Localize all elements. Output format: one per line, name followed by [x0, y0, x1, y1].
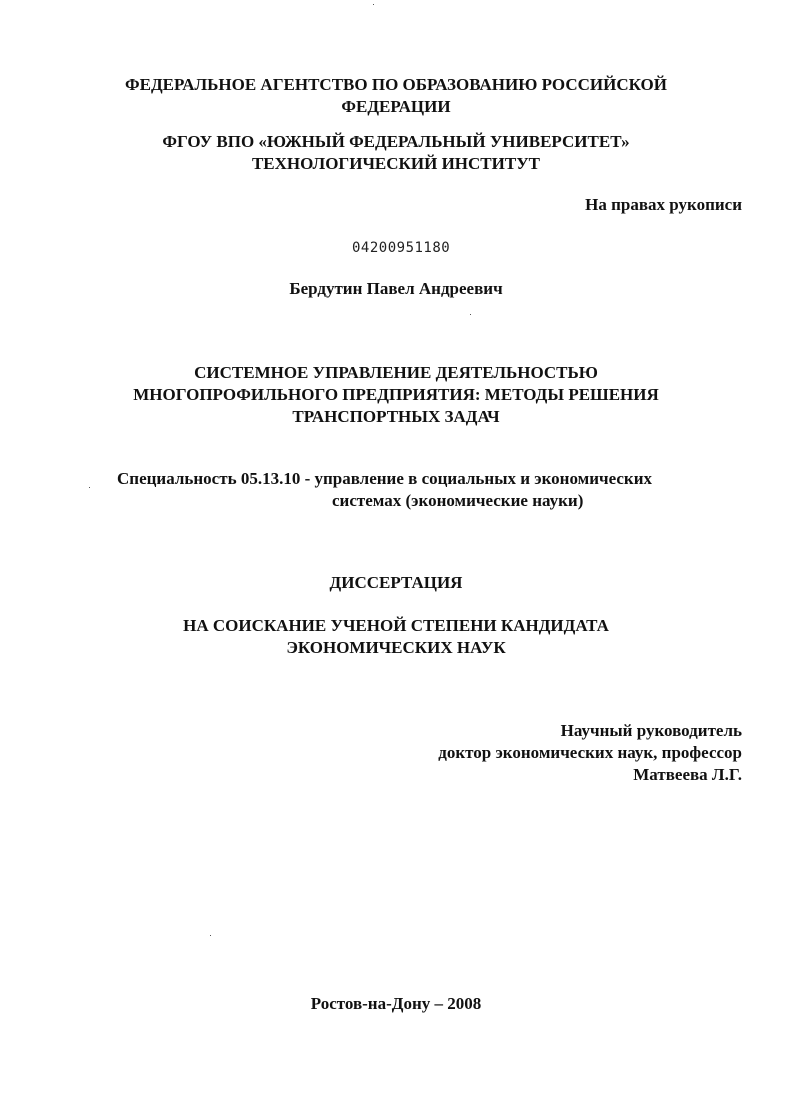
supervisor-name: Матвеева Л.Г.: [633, 765, 742, 784]
university-line-2: ТЕХНОЛОГИЧЕСКИЙ ИНСТИТУТ: [251, 154, 541, 173]
agency-heading: [0, 74, 792, 118]
degree-line-2: ЭКОНОМИЧЕСКИХ НАУК: [286, 638, 506, 657]
scan-speck: [373, 4, 374, 5]
document-type: ДИССЕРТАЦИЯ: [329, 573, 463, 592]
scan-speck: [89, 487, 90, 488]
agency-line-1: ФЕДЕРАЛЬНОЕ АГЕНТСТВО ПО ОБРАЗОВАНИЮ РОССИЙСКОЙ: [125, 75, 667, 94]
agency-line-2: ФЕДЕРАЦИИ: [341, 97, 451, 116]
scan-speck: [210, 935, 211, 936]
title-line-3: ТРАНСПОРТНЫХ ЗАДАЧ: [292, 407, 500, 426]
city-year-footer: Ростов-на-Дону – 2008: [310, 994, 482, 1013]
degree-line-1: НА СОИСКАНИЕ УЧЕНОЙ СТЕПЕНИ КАНДИДАТА: [183, 616, 609, 635]
university-heading: [0, 131, 792, 175]
supervisor-block: [438, 720, 742, 786]
catalog-number: 04200951180: [352, 240, 451, 256]
title-line-1: СИСТЕМНОЕ УПРАВЛЕНИЕ ДЕЯТЕЛЬНОСТЬЮ: [194, 363, 598, 382]
specialty-line-2: системах (экономические науки): [332, 491, 584, 510]
specialty-line-1: Специальность 05.13.10 - управление в социальных и экономических: [117, 469, 652, 488]
university-line-1: ФГОУ ВПО «ЮЖНЫЙ ФЕДЕРАЛЬНЫЙ УНИВЕРСИТЕТ»: [162, 132, 630, 151]
scan-speck: [470, 314, 471, 315]
degree-statement: [0, 615, 792, 659]
author-name: Бердутин Павел Андреевич: [289, 279, 503, 298]
supervisor-credentials: доктор экономических наук, профессор: [438, 743, 742, 762]
supervisor-role: Научный руководитель: [560, 721, 742, 740]
title-line-2: МНОГОПРОФИЛЬНОГО ПРЕДПРИЯТИЯ: МЕТОДЫ РЕШЕНИЯ: [133, 385, 659, 404]
dissertation-title: [0, 362, 792, 428]
manuscript-note: На правах рукописи: [585, 195, 742, 214]
